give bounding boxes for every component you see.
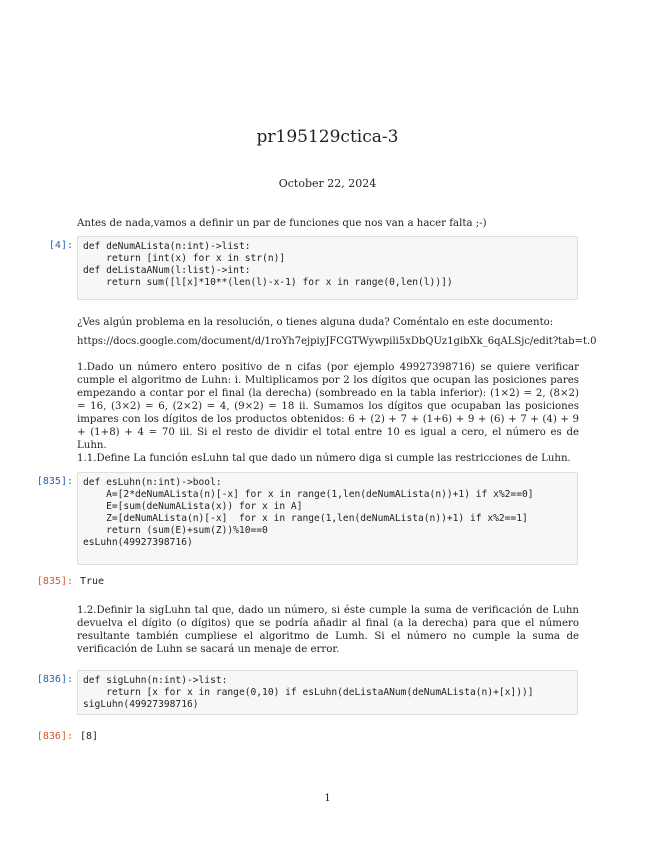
intro-text: Antes de nada,vamos a definir un par de funciones que nos van a hacer falta ;-) — [77, 218, 487, 229]
code-content: def esLuhn(n:int)->bool: A=[2*deNumALista(n)[-x] for x in range(1,len(deNumALista(n))+1) if x%2==0] E=[sum(deNumALista(x)) for x in A] Z=[deNumALista(n)[-x] for x in range(1,len(deNumALista(n))+1) if x%2==1] return (sum(E)+sum(Z))%10==0 esLuhn(49927398716) — [83, 477, 534, 548]
document-date: October 22, 2024 — [278, 177, 377, 190]
output-prompt: [835]: — [36, 576, 73, 587]
code-cell[interactable] — [77, 236, 578, 300]
output-text: True — [80, 576, 105, 587]
output-text: [8] — [80, 731, 99, 742]
code-cell[interactable] — [77, 670, 578, 715]
code-content: def deNumALista(n:int)->list: return [int(x) for x in str(n)] def deListaANum(l:list)->int: return sum([l[x]*10**(len(l)-x-1) for x in range(0,len(l))]) — [83, 241, 453, 288]
exercise-1-2-text: 1.2.Definir la sigLuhn tal que, dado un número, si éste cumple la suma de verificación de Luhn devuelva el dígito (o dígitos) que se podría añadir al final (a la derecha) para que el número resultante también cumpliese el algoritmo de Lumh. Si el número no cumple la suma de verificación de Luhn se sacará un menaje de error. — [77, 605, 579, 655]
document-title: pr195129ctica-3 — [256, 127, 399, 147]
exercise-1-1-text: 1.1.Define La función esLuhn tal que dado un número diga si cumple las restricciones de Luhn. — [77, 453, 571, 464]
document-link[interactable]: https://docs.google.com/document/d/1roYh7ejpiyJFCGTWywpili5xDbQUz1gibXk_6qALSjc/edit?tab=t.0 — [77, 336, 597, 347]
question-text: ¿Ves algún problema en la resolución, o tienes alguna duda? Coméntalo en este documento: — [77, 317, 554, 328]
page-number: 1 — [324, 793, 331, 804]
code-content: def sigLuhn(n:int)->list: return [x for x in range(0,10) if esLuhn(deListaANum(deNumALista(n)+[x]))] sigLuhn(49927398716) — [83, 675, 534, 710]
output-prompt: [836]: — [36, 731, 73, 742]
code-cell[interactable] — [77, 472, 578, 565]
input-prompt: [836]: — [36, 674, 73, 685]
input-prompt: [4]: — [48, 240, 73, 251]
input-prompt: [835]: — [36, 476, 73, 487]
luhn-description: 1.Dado un número entero positivo de n cifas (por ejemplo 4992739871​6) se quiere verificar cumple el algoritmo de Luhn: i. Multiplicamos por 2 los dígitos que ocupan las posiciones pares empezando a contar por el final (la derecha) (sombreado en la tabla inferior): (1×2) = 2, (8×2) = 16, (3×2) = 6, (2×2) = 4, (9×2) = 18 ii. Sumamos los dígitos que ocupaban las posiciones impares con los dígitos de los productos obtenidos: 6 + (2) + 7 + (1+6) + 9 + (6) + 7 + (4) + 9 + (1+8) + 4 = 70 iii. Si el resto de dividir el total entre 10 es igual a cero, el número es de Luhn. — [77, 362, 579, 451]
